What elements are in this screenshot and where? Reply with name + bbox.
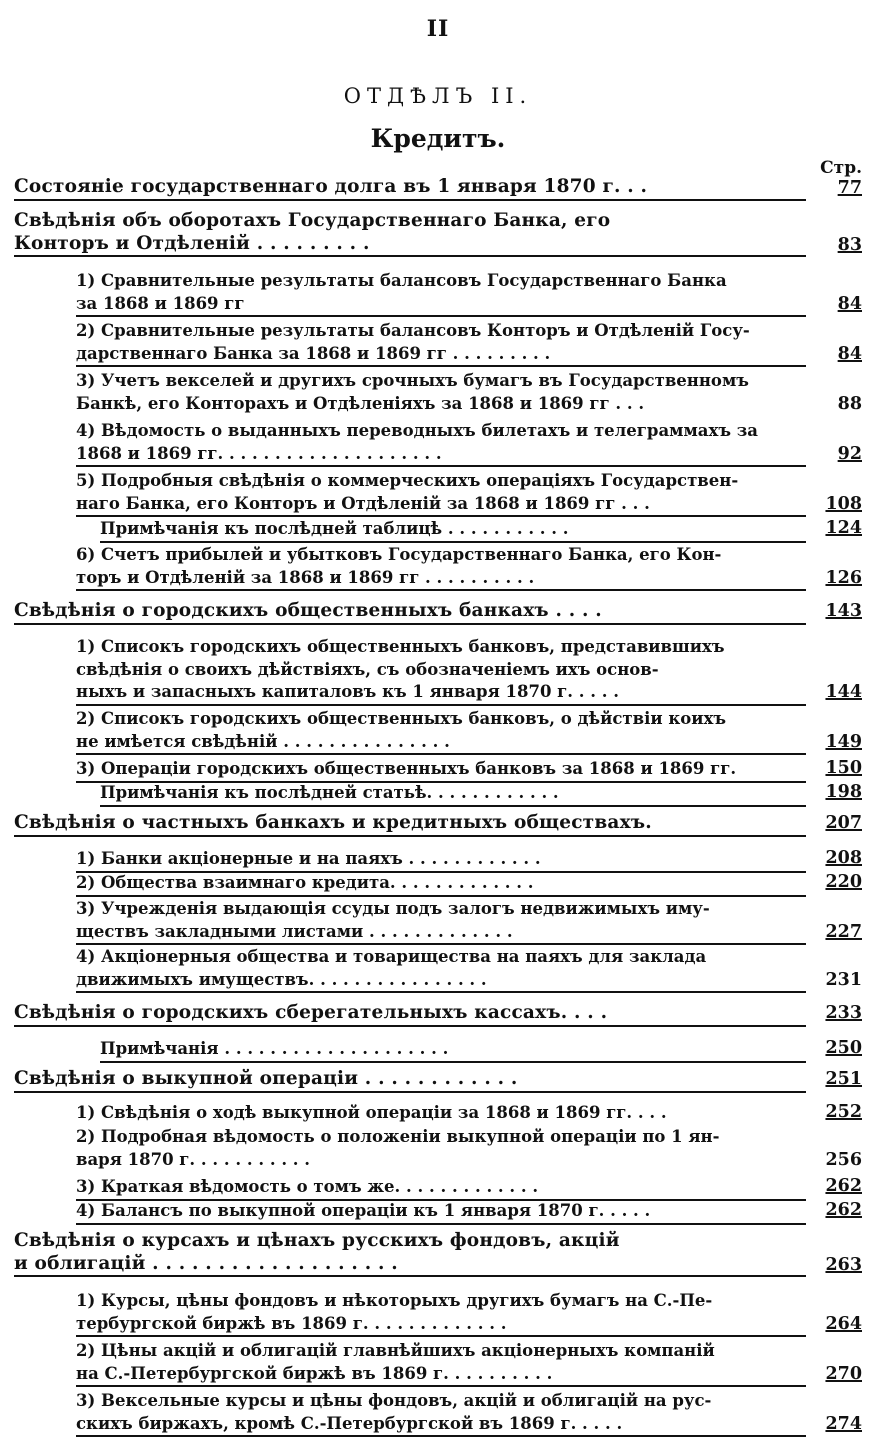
toc-entry-page: 231 — [825, 970, 862, 990]
toc-entry-page: 150 — [825, 758, 862, 778]
toc-entry-page: 274 — [825, 1414, 862, 1434]
toc-entry-text: 6) Счетъ прибылей и убытковъ Государственнаго Банка, его Кон- торъ и Отдѣленій за 1868 и 1869 гг . . . . . . . . . . — [76, 544, 806, 591]
toc-entry-text: 4) Вѣдомость о выданныхъ переводныхъ билетахъ и телеграммахъ за 1868 и 1869 гг. . . . . . . . . . . . . . . . . . . . — [76, 420, 806, 467]
toc-entry-text: Свѣдѣнія о городскихъ общественныхъ банкахъ . . . . — [14, 600, 806, 625]
toc-entry-page: 251 — [825, 1069, 862, 1089]
toc-entry-page: 124 — [825, 518, 862, 538]
toc-entry-page: 220 — [825, 872, 862, 892]
toc-entry-text: 3) Вексельные курсы и цѣны фондовъ, акцій и облигацій на рус- скихъ биржахъ, кромѣ С.-Петербургской въ 1869 г. . . . . — [76, 1390, 806, 1437]
toc-entry-text: 4) Балансъ по выкупной операціи къ 1 января 1870 г. . . . . — [76, 1200, 806, 1225]
page-column-label: Стр. — [820, 158, 862, 178]
page-number: II — [426, 16, 450, 42]
toc-entry-text: Примѣчанія . . . . . . . . . . . . . . . . . . . . — [100, 1038, 806, 1063]
toc-entry-page: 207 — [825, 813, 862, 833]
toc-entry-text: 3) Учрежденія выдающія ссуды подъ залогъ недвижимыхъ иму- ществъ закладными листами . . . . . . . . . . . . . — [76, 898, 806, 945]
toc-entry-text: 2) Списокъ городскихъ общественныхъ банковъ, о дѣйствіи коихъ не имѣется свѣдѣній . . . . . . . . . . . . . . . — [76, 708, 806, 755]
toc-entry-text: Примѣчанія къ послѣдней статьѣ. . . . . . . . . . . . — [100, 782, 806, 807]
toc-entry-page: 263 — [825, 1255, 862, 1275]
toc-entry-text: 1) Свѣдѣнія о ходѣ выкупной операціи за 1868 и 1869 гг. . . . — [76, 1103, 667, 1122]
toc-entry-text: Свѣдѣнія о курсахъ и цѣнахъ русскихъ фондовъ, акцій и облигацій . . . . . . . . . . . . . . . . . . . — [14, 1230, 806, 1277]
toc-entry-page: 92 — [837, 444, 862, 464]
toc-entry-page: 252 — [825, 1102, 862, 1122]
toc-entry-page: 233 — [825, 1003, 862, 1023]
toc-entry-text: Свѣдѣнія объ оборотахъ Государственнаго Банка, его Конторъ и Отдѣленій . . . . . . . . . — [14, 210, 806, 257]
toc-entry-page: 264 — [825, 1314, 862, 1334]
toc-entry-page: 126 — [825, 568, 862, 588]
toc-entry-text: Свѣдѣнія о частныхъ банкахъ и кредитныхъ обществахъ. — [14, 812, 806, 837]
toc-entry-text: 3) Операціи городскихъ общественныхъ банковъ за 1868 и 1869 гг. — [76, 758, 806, 783]
toc-entry-page: 227 — [825, 922, 862, 942]
toc-entry-text: 2) Цѣны акцій и облигацій главнѣйшихъ акціонерныхъ компаній на С.-Петербургской биржѣ въ 1869 г. . . . . . . . . . — [76, 1340, 806, 1387]
toc-entry-text: 2) Сравнительные результаты балансовъ Конторъ и Отдѣленій Госу- дарственнаго Банка за 1868 и 1869 гг . . . . . . . . . — [76, 320, 806, 367]
toc-entry-page: 84 — [837, 344, 862, 364]
toc-entry-text: 5) Подробныя свѣдѣнія о коммерческихъ операціяхъ Государствен- наго Банка, его Конторъ и Отдѣленій за 1868 и 1869 гг . . . — [76, 470, 806, 517]
toc-entry-text: Примѣчанія къ послѣдней таблицѣ . . . . . . . . . . . — [100, 518, 806, 543]
toc-entry-text: Свѣдѣнія о городскихъ сберегательныхъ кассахъ. . . . — [14, 1002, 806, 1027]
toc-entry-text: 2) Подробная вѣдомость о положеніи выкупной операціи по 1 ян- варя 1870 г. . . . . . . . . . . — [76, 1127, 720, 1169]
toc-entry-page: 198 — [825, 782, 862, 802]
toc-entry-text: 3) Краткая вѣдомость о томъ же. . . . . . . . . . . . . — [76, 1176, 806, 1201]
toc-entry-text: 2) Общества взаимнаго кредита. . . . . . . . . . . . . — [76, 872, 806, 897]
toc-entry-text: 1) Курсы, цѣны фондовъ и нѣкоторыхъ другихъ бумагъ на С.-Пе- тербургской биржѣ въ 1869 г. . . . . . . . . . . . . — [76, 1290, 806, 1337]
toc-entry-page: 144 — [825, 682, 862, 702]
toc-entry-page: 262 — [825, 1176, 862, 1196]
toc-entry-text: 1) Сравнительные результаты балансовъ Государственнаго Банка за 1868 и 1869 гг — [76, 270, 806, 317]
toc-entry-page: 256 — [825, 1150, 862, 1170]
toc-entry-text: 4) Акціонерныя общества и товарищества на паяхъ для заклада движимыхъ имуществъ. . . . . . . . . . . . . . . . — [76, 946, 806, 993]
toc-entry-text: 3) Учетъ векселей и другихъ срочныхъ бумагъ въ Государственномъ Банкѣ, его Конторахъ и Отдѣленіяхъ за 1868 и 1869 гг . . . — [76, 371, 749, 413]
toc-entry-page: 77 — [837, 178, 862, 198]
toc-entry-page: 84 — [837, 294, 862, 314]
toc-entry-text: Состояніе государственнаго долга въ 1 января 1870 г. . . — [14, 176, 806, 201]
toc-entry-page: 208 — [825, 848, 862, 868]
toc-entry-page: 270 — [825, 1364, 862, 1384]
toc-entry-page: 149 — [825, 732, 862, 752]
toc-entry-text: Свѣдѣнія о выкупной операціи . . . . . . . . . . . . — [14, 1068, 806, 1093]
toc-entry-page: 143 — [825, 601, 862, 621]
section-title: Кредитъ. — [370, 124, 506, 153]
toc-entry-page: 83 — [837, 235, 862, 255]
toc-entry-page: 108 — [825, 494, 862, 514]
section-header: ОТДѢЛЪ II. — [343, 84, 533, 108]
toc-entry-text: 1) Списокъ городскихъ общественныхъ банковъ, представившихъ свѣдѣнія о своихъ дѣйствіяхъ, съ обозначеніемъ ихъ основ- ныхъ и запасныхъ капиталовъ къ 1 января 1870 г. . . . . — [76, 636, 806, 706]
toc-entry-text: 1) Банки акціонерные и на паяхъ . . . . . . . . . . . . — [76, 848, 806, 873]
toc-entry-page: 88 — [837, 394, 862, 414]
toc-entry-page: 262 — [825, 1200, 862, 1220]
toc-entry-page: 250 — [825, 1038, 862, 1058]
